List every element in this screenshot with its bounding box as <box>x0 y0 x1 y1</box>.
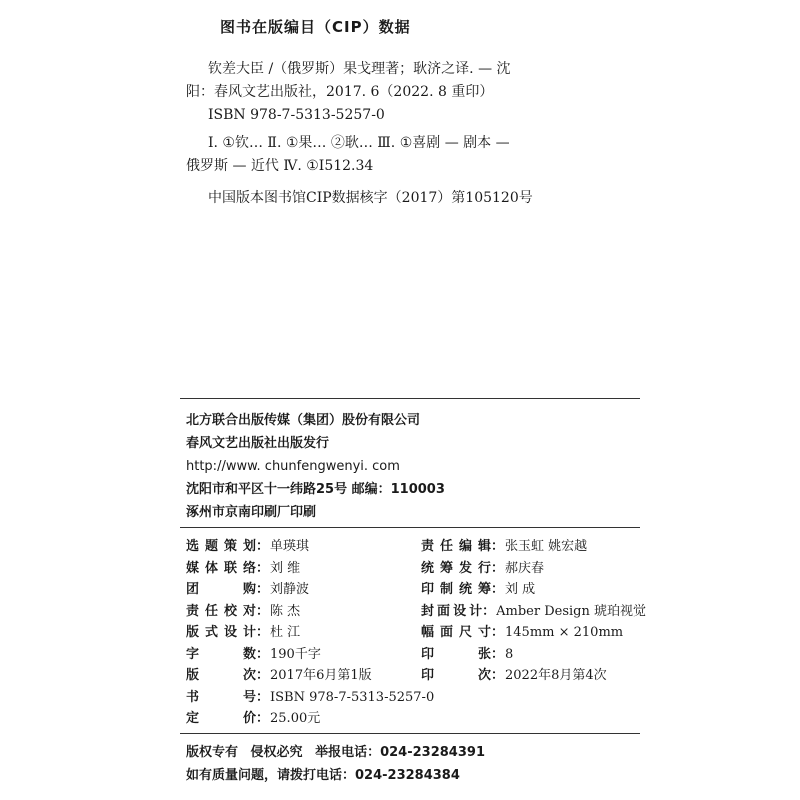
credit-value: 刘静波 <box>270 582 310 597</box>
cip-line-isbn: ISBN 978-7-5313-5257-0 <box>208 107 385 123</box>
credit-label: 责任编辑 <box>421 539 491 554</box>
publisher-house: 春风文艺出版社出版发行 <box>186 436 330 451</box>
credit-label: 选题策划 <box>186 539 256 554</box>
credit-label: 统筹发行 <box>421 560 491 576</box>
cip-line-publisher: 阳：春风文艺出版社，2017. 6（2022. 8 重印） <box>186 84 494 100</box>
divider-middle <box>180 527 640 528</box>
credit-value: 刘 成 <box>505 582 536 597</box>
credit-label: 媒体联络 <box>186 560 256 576</box>
credits-row: 版式设计 ： 杜 江 幅面尺寸 ： 145mm × 210mm <box>186 622 646 644</box>
credit-label: 印 次 <box>421 668 491 683</box>
cip-line-subject-2: 俄罗斯 — 近代 Ⅳ. ①I512.34 <box>186 158 374 174</box>
cip-subjects <box>186 132 626 178</box>
credits-row: 团 购 ： 刘静波 印制统筹 ： 刘 成 <box>186 579 646 601</box>
price-label: 定 价 <box>186 711 256 726</box>
credit-label: 印 张 <box>421 646 491 662</box>
credit-label: 印制统筹 <box>421 582 491 597</box>
credit-value: 8 <box>505 646 514 662</box>
credit-label: 责任校对 <box>186 603 256 619</box>
publisher-url[interactable]: http://www. chunfengwenyi. com <box>186 459 400 474</box>
credit-value: 190千字 <box>270 646 321 662</box>
credit-value: 单瑛琪 <box>270 539 310 554</box>
credits-row: 媒体联络 ： 刘 维 统筹发行 ： 郝庆春 <box>186 558 646 580</box>
credits-row: 选题策划 ： 单瑛琪 责任编辑 ： 张玉虹 姚宏越 <box>186 536 646 558</box>
divider-top <box>180 398 640 399</box>
credit-value: Amber Design 琥珀视觉 <box>496 603 646 619</box>
footer-notice <box>186 741 646 787</box>
publisher-group: 北方联合出版传媒（集团）股份有限公司 <box>186 413 421 428</box>
publisher-block <box>186 409 636 524</box>
cip-record <box>186 58 626 127</box>
credits-table <box>186 536 646 730</box>
credit-label: 版 次 <box>186 668 256 683</box>
credit-value: 2022年8月第4次 <box>505 668 607 683</box>
cip-line-verification: 中国版本图书馆CIP数据核字（2017）第105120号 <box>208 190 533 206</box>
rights-reserved: 版权专有 <box>186 745 239 760</box>
credit-value: 陈 杰 <box>270 603 301 619</box>
piracy-warning: 侵权必究 <box>250 745 303 760</box>
divider-bottom <box>180 733 640 734</box>
publisher-address: 沈阳市和平区十一纬路25号 邮编：110003 <box>186 482 445 497</box>
publisher-printer: 涿州市京南印刷厂印刷 <box>186 505 317 520</box>
credits-row: 责任校对 ： 陈 杰 封面设计 ： Amber Design 琥珀视觉 <box>186 601 646 623</box>
credit-value: 2017年6月第1版 <box>270 668 372 683</box>
rights-line <box>186 741 646 764</box>
credits-row: 字 数 ： 190千字 印 张 ： 8 <box>186 644 646 666</box>
cip-line-subject-1: Ⅰ. ①钦… Ⅱ. ①果… ②耿… Ⅲ. ①喜剧 — 剧本 — <box>208 135 510 151</box>
isbn-value: ISBN 978-7-5313-5257-0 <box>270 689 435 705</box>
cip-verification <box>186 187 626 210</box>
cip-line-title: 钦差大臣 /（俄罗斯）果戈理著；耿济之译. — 沈 <box>208 61 511 77</box>
credit-label: 字 数 <box>186 646 256 662</box>
isbn-label: 书 号 <box>186 689 256 705</box>
credit-value: 杜 江 <box>270 625 301 640</box>
credits-row-isbn: 书 号 ： ISBN 978-7-5313-5257-0 <box>186 687 646 709</box>
cip-title: 图书在版编目（CIP）数据 <box>220 18 411 36</box>
credits-row-price: 定 价 ： 25.00元 <box>186 708 646 730</box>
credit-label: 幅面尺寸 <box>421 625 491 640</box>
quality-phone: 如有质量问题，请拨打电话：024-23284384 <box>186 768 460 783</box>
credit-label: 版式设计 <box>186 625 256 640</box>
credit-value: 张玉虹 姚宏越 <box>505 539 588 554</box>
credit-value: 郝庆春 <box>505 560 545 576</box>
credit-label: 封面设计 <box>421 603 483 619</box>
credit-value: 145mm × 210mm <box>505 625 624 640</box>
credit-label: 团 购 <box>186 582 256 597</box>
credits-row: 版 次 ： 2017年6月第1版 印 次 ： 2022年8月第4次 <box>186 665 646 687</box>
report-phone: 举报电话：024-23284391 <box>315 745 485 760</box>
price-value: 25.00元 <box>270 711 321 726</box>
credit-value: 刘 维 <box>270 560 301 576</box>
